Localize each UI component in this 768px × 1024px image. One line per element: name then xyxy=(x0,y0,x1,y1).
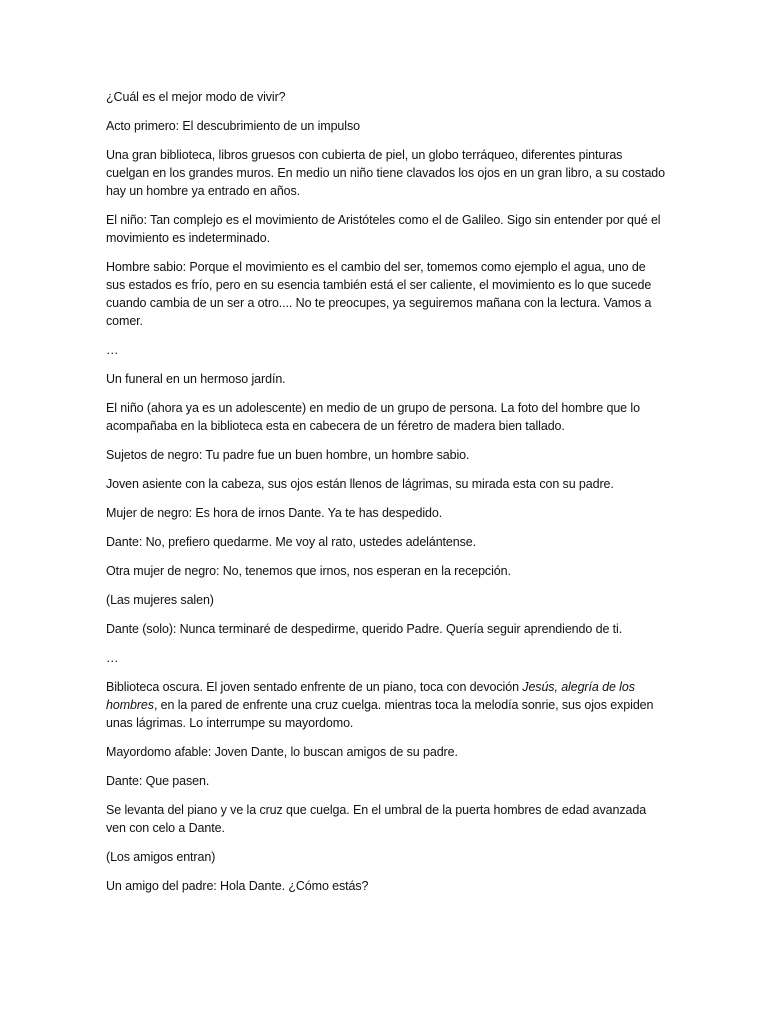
paragraph-adolescent-description: El niño (ahora ya es un adolescente) en medio de un grupo de persona. La foto del hombre que lo acompañaba en la biblioteca esta en cabecera de un féretro de madera bien tallado. xyxy=(106,401,640,433)
paragraph-cross-scene: Se levanta del piano y ve la cruz que cuelga. En el umbral de la puerta hombres de edad avanzada ven con celo a Dante. xyxy=(106,803,647,835)
paragraph-subjects-line: Sujetos de negro: Tu padre fue un buen hombre, un hombre sabio. xyxy=(106,448,470,462)
piano-text-before: Biblioteca oscura. El joven sentado enfrente de un piano, toca con devoción xyxy=(106,680,523,694)
scene-break: … xyxy=(106,651,119,665)
paragraph-dante-reply: Dante: No, prefiero quedarme. Me voy al rato, ustedes adelántense. xyxy=(106,535,477,549)
paragraph-other-woman-line: Otra mujer de negro: No, tenemos que irnos, nos esperan en la recepción. xyxy=(106,564,511,578)
document-page xyxy=(106,88,666,906)
stage-direction-friends-enter: (Los amigos entran) xyxy=(106,850,216,864)
paragraph-funeral-scene: Un funeral en un hermoso jardín. xyxy=(106,372,286,386)
paragraph-dante-alone: Dante (solo): Nunca terminaré de despedirme, querido Padre. Quería seguir aprendiendo de ti. xyxy=(106,622,623,636)
paragraph-piano-scene xyxy=(106,678,666,732)
piece-title-italic: Jesús, alegría de los hombres xyxy=(106,680,635,712)
paragraph-butler-line: Mayordomo afable: Joven Dante, lo buscan amigos de su padre. xyxy=(106,745,458,759)
paragraph-wise-man-line: Hombre sabio: Porque el movimiento es el cambio del ser, tomemos como ejemplo el agua, uno de sus estados es frío, pero en su esencia también está el ser caliente, el movimiento es lo que sucede cuando cambia de un ser a otro.... No te preocupes, ya seguiremos mañana con la lectura. Vamos a comer. xyxy=(106,260,652,328)
paragraph-young-man-nods: Joven asiente con la cabeza, sus ojos están llenos de lágrimas, su mirada esta con su padre. xyxy=(106,477,614,491)
act-heading: Acto primero: El descubrimiento de un impulso xyxy=(106,119,360,133)
paragraph-woman-line: Mujer de negro: Es hora de irnos Dante. Ya te has despedido. xyxy=(106,506,443,520)
scene-break: … xyxy=(106,343,119,357)
stage-direction-women-exit: (Las mujeres salen) xyxy=(106,593,214,607)
paragraph-dante-let-them-in: Dante: Que pasen. xyxy=(106,774,210,788)
piano-text-after: , en la pared de enfrente una cruz cuelga. mientras toca la melodía sonrie, sus ojos expiden unas lágrimas. Lo interrumpe su mayordomo. xyxy=(106,698,654,730)
paragraph-child-line: El niño: Tan complejo es el movimiento de Aristóteles como el de Galileo. Sigo sin entender por qué el movimiento es indeterminado. xyxy=(106,213,661,245)
paragraph-library-scene: Una gran biblioteca, libros gruesos con cubierta de piel, un globo terráqueo, diferentes pinturas cuelgan en los grandes muros. En medio un niño tiene clavados los ojos en un gran libro, a su costado hay un hombre ya entrado en años. xyxy=(106,148,666,198)
paragraph-friend-greeting: Un amigo del padre: Hola Dante. ¿Cómo estás? xyxy=(106,879,369,893)
document-title: ¿Cuál es el mejor modo de vivir? xyxy=(106,90,286,104)
